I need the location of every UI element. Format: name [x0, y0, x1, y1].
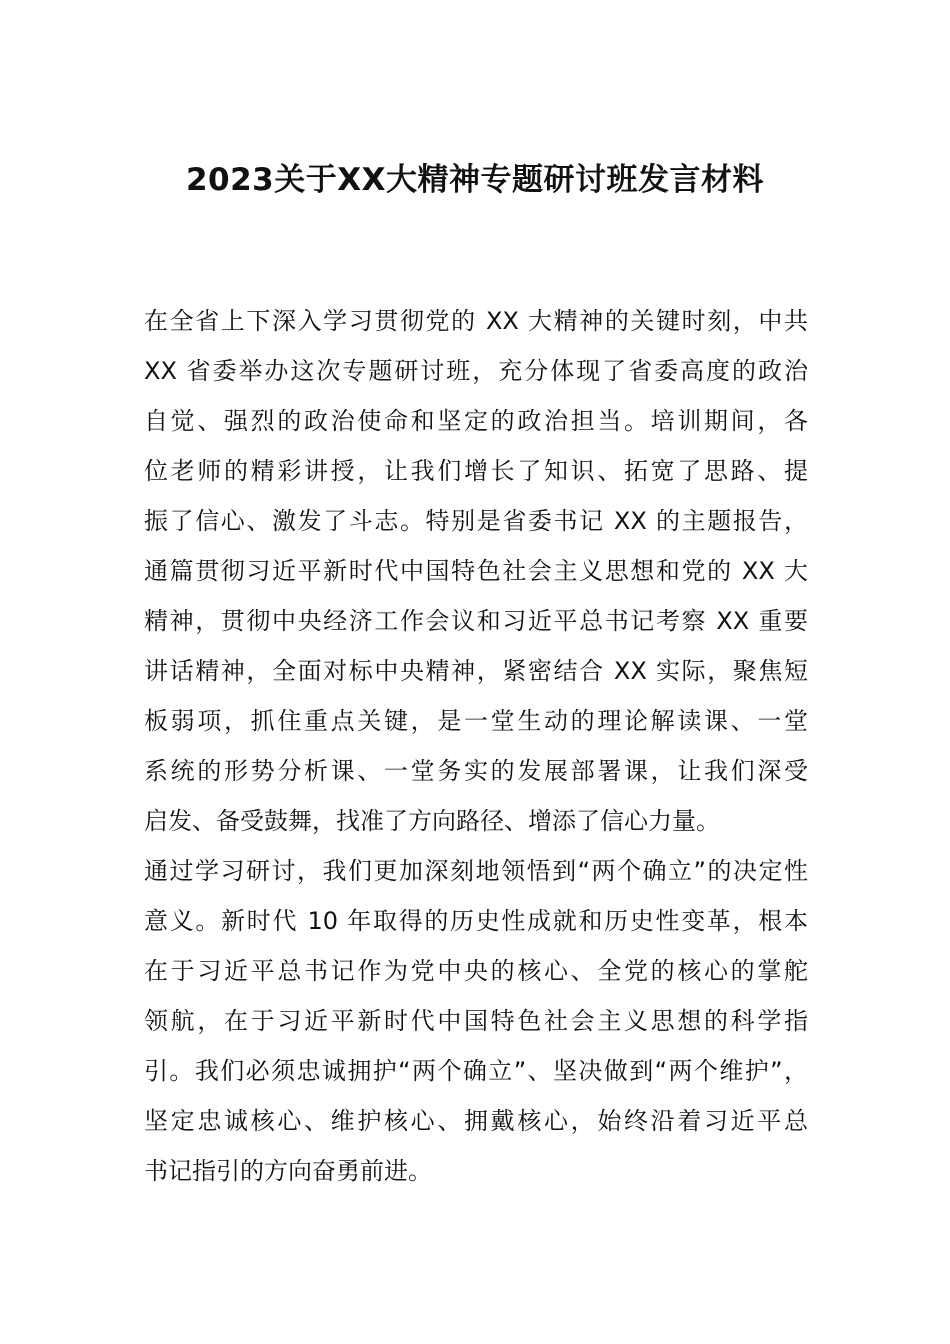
paragraph-1 — [144, 296, 808, 846]
text-line: 振了信心、激发了斗志。特别是省委书记 XX 的主题报告， — [144, 507, 808, 535]
text-line: 坚定忠诚核心、维护核心、拥戴核心，始终沿着习近平总 — [144, 1107, 808, 1135]
document-title: 2023关于XX大精神专题研讨班发言材料 — [185, 162, 765, 198]
text-line: 自觉、强烈的政治使命和坚定的政治担当。培训期间，各 — [144, 407, 808, 435]
text-line: 精神，贯彻中央经济工作会议和习近平总书记考察 XX 重要 — [144, 607, 808, 635]
paragraph-2 — [144, 846, 808, 1196]
text-line: 通过学习研讨，我们更加深刻地领悟到“两个确立”的决定性 — [144, 857, 808, 885]
text-line: 启发、备受鼓舞，找准了方向路径、增添了信心力量。 — [144, 807, 720, 835]
text-line: 书记指引的方向奋勇前进。 — [144, 1157, 432, 1185]
text-line: 引。我们必须忠诚拥护“两个确立”、坚决做到“两个维护”， — [144, 1057, 808, 1085]
text-line: 通篇贯彻习近平新时代中国特色社会主义思想和党的 XX 大 — [144, 557, 808, 585]
text-line: 在于习近平总书记作为党中央的核心、全党的核心的掌舵 — [144, 957, 808, 985]
text-line: 讲话精神，全面对标中央精神，紧密结合 XX 实际，聚焦短 — [144, 657, 808, 685]
text-line: 在全省上下深入学习贯彻党的 XX 大精神的关键时刻，中共 — [144, 307, 808, 335]
text-line: 系统的形势分析课、一堂务实的发展部署课，让我们深受 — [144, 757, 808, 785]
text-line: 板弱项，抓住重点关键，是一堂生动的理论解读课、一堂 — [144, 707, 808, 735]
text-line: 位老师的精彩讲授，让我们增长了知识、拓宽了思路、提 — [144, 457, 808, 485]
text-line: 意义。新时代 10 年取得的历史性成就和历史性变革，根本 — [144, 907, 808, 935]
text-line: XX 省委举办这次专题研讨班，充分体现了省委高度的政治 — [144, 357, 808, 385]
text-line: 领航，在于习近平新时代中国特色社会主义思想的科学指 — [144, 1007, 808, 1035]
document-body — [144, 296, 808, 1196]
